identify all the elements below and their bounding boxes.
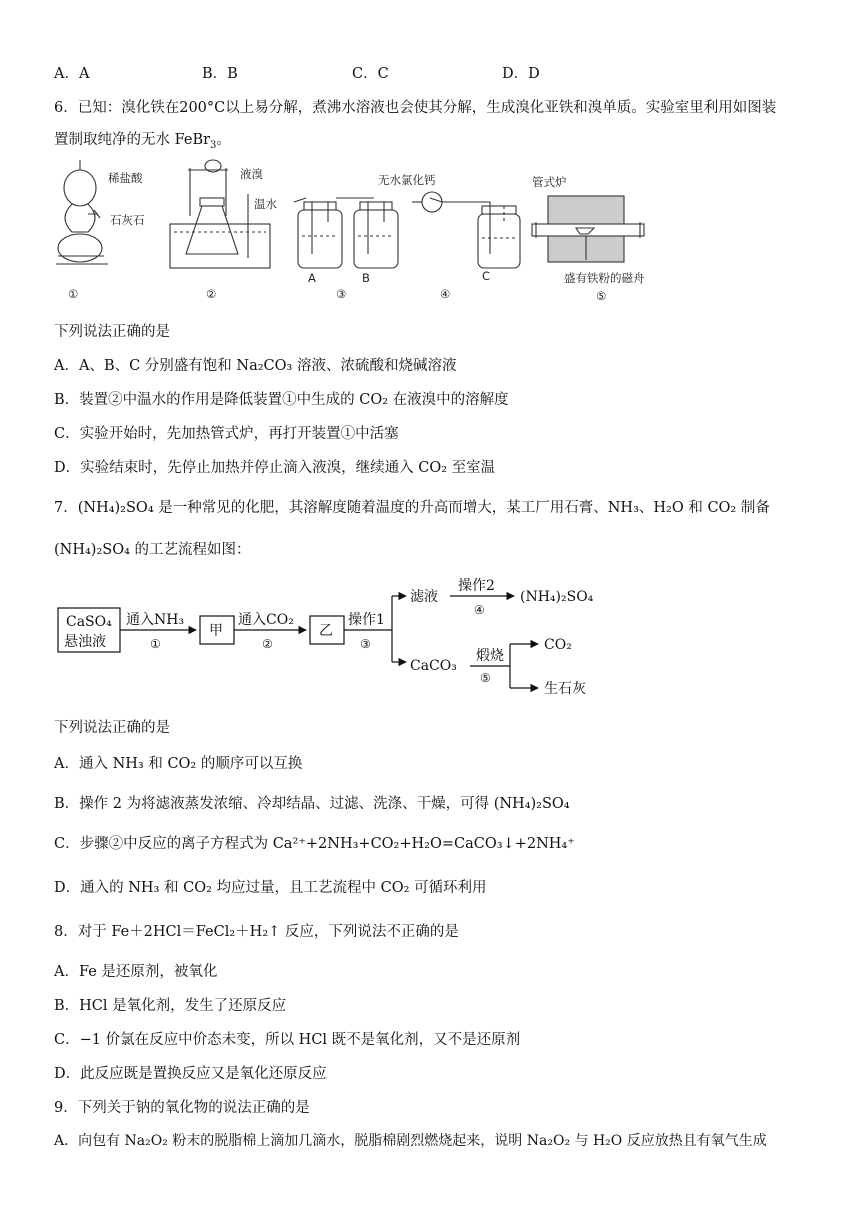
flow-box-jia: 甲 xyxy=(209,623,223,639)
label-warm-water: 温水 xyxy=(254,197,277,211)
q8-option-b: B．HCl 是氧化剂，发生了还原反应 xyxy=(54,998,287,1014)
label-n3: ③ xyxy=(336,287,347,301)
q5-option-d: D．D xyxy=(502,66,540,82)
label-tube-furnace: 管式炉 xyxy=(532,175,567,189)
q6-option-b: B．装置②中温水的作用是降低装置①中生成的 CO₂ 在液溴中的溶解度 xyxy=(54,392,509,408)
label-anhydrous-cacl2: 无水氯化钙 xyxy=(378,173,436,187)
q5-option-b: B．B xyxy=(202,66,238,82)
flow-filtrate: 滤液 xyxy=(410,589,438,605)
q8-option-d: D．此反应既是置换反应又是氧化还原反应 xyxy=(54,1066,327,1082)
label-liquid-bromine: 液溴 xyxy=(240,167,263,181)
flow-step5-num: ⑤ xyxy=(480,671,491,685)
q7-stem-line2: (NH₄)₂SO₄ 的工艺流程如图： xyxy=(54,542,251,558)
drying-tube-bottle-c xyxy=(412,192,520,268)
q8-option-a: A．Fe 是还原剂，被氧化 xyxy=(54,964,218,980)
label-porcelain-boat: 盛有铁粉的磁舟 xyxy=(564,271,645,285)
flow-step2-label: 通入CO₂ xyxy=(238,612,294,628)
q9-option-a: A．向包有 Na₂O₂ 粉末的脱脂棉上滴加几滴水，脱脂棉剧烈燃烧起来，说明 Na₂O₂ 与 H₂O 反应放热且有氧气生成 xyxy=(54,1133,767,1149)
flow-quicklime: 生石灰 xyxy=(544,681,586,697)
q7-option-b: B．操作 2 为将滤液蒸发浓缩、冷却结晶、过滤、洗涤、干燥，可得 (NH₄)₂SO₄ xyxy=(54,796,570,812)
q6-stem-line2: 置制取纯净的无水 FeBr$_3$。 xyxy=(54,132,231,151)
q6-stem-line1: 6．已知：溴化铁在200°C以上易分解，煮沸水溶液也会使其分解，生成溴化亚铁和溴单质。实验室里利用如图装 xyxy=(54,100,777,116)
flow-co2: CO₂ xyxy=(544,637,572,653)
q5-option-c: C．C xyxy=(352,66,389,82)
flow-step5-label: 煅烧 xyxy=(476,648,504,664)
q7-stem-line1: 7．(NH₄)₂SO₄ 是一种常见的化肥，其溶解度随着温度的升高而增大，某工厂用石膏、NH₃、H₂O 和 CO₂ 制备 xyxy=(54,500,770,516)
label-bottle-a: A xyxy=(308,271,316,285)
q7-option-c: C．步骤②中反应的离子方程式为 Ca²⁺+2NH₃+CO₂+H₂O=CaCO₃↓+2NH₄⁺ xyxy=(54,836,575,852)
q6-option-d: D．实验结束时，先停止加热并停止滴入液溴，继续通入 CO₂ 至室温 xyxy=(54,460,496,476)
q7-option-d: D．通入的 NH₃ 和 CO₂ 均应过量，且工艺流程中 CO₂ 可循环利用 xyxy=(54,880,487,896)
label-limestone: 石灰石 xyxy=(110,213,145,227)
flow-product: (NH₄)₂SO₄ xyxy=(520,589,594,605)
q7-question: 下列说法正确的是 xyxy=(54,720,170,736)
q7-option-a: A．通入 NH₃ 和 CO₂ 的顺序可以互换 xyxy=(54,756,303,772)
kipp-generator xyxy=(56,160,108,264)
flow-caco3: CaCO₃ xyxy=(410,658,457,674)
label-n1: ① xyxy=(68,287,79,301)
flow-step1-label: 通入NH₃ xyxy=(126,612,185,628)
q6-apparatus-figure xyxy=(50,158,690,306)
flow-step3-label: 操作1 xyxy=(348,612,385,628)
q9-stem: 9．下列关于钠的氧化物的说法正确的是 xyxy=(54,1100,310,1116)
flow-step4-num: ④ xyxy=(474,603,485,617)
label-n4: ④ xyxy=(440,287,451,301)
wash-bottles-ab xyxy=(294,198,442,268)
label-n2: ② xyxy=(206,287,217,301)
label-bottle-b: B xyxy=(362,271,370,285)
q8-stem: 8．对于 Fe＋2HCl＝FeCl₂＋H₂↑ 反应，下列说法不正确的是 xyxy=(54,924,459,940)
label-dilute-hcl: 稀盐酸 xyxy=(108,171,143,185)
flow-box-yi: 乙 xyxy=(319,623,333,639)
flow-step1-num: ① xyxy=(150,637,161,651)
flow-step3-num: ③ xyxy=(360,637,371,651)
q8-option-c: C．−1 价氯在反应中价态未变，所以 HCl 既不是氧化剂，又不是还原剂 xyxy=(54,1032,521,1048)
q6-option-c: C．实验开始时，先加热管式炉，再打开装置①中活塞 xyxy=(54,426,399,442)
q5-option-a: A．A xyxy=(54,66,90,82)
q7-process-flow xyxy=(54,572,614,704)
label-bottle-c: C xyxy=(482,269,491,283)
flow-step4-label: 操作2 xyxy=(458,578,495,594)
q6-question: 下列说法正确的是 xyxy=(54,324,170,340)
label-n5: ⑤ xyxy=(596,289,607,303)
tube-furnace xyxy=(532,196,644,262)
flow-start-line1: CaSO₄ xyxy=(66,614,112,630)
q6-option-a: A．A、B、C 分别盛有饱和 Na₂CO₃ 溶液、浓硫酸和烧碱溶液 xyxy=(54,358,457,374)
flow-step2-num: ② xyxy=(262,637,273,651)
flow-start-line2: 悬浊液 xyxy=(64,634,106,650)
